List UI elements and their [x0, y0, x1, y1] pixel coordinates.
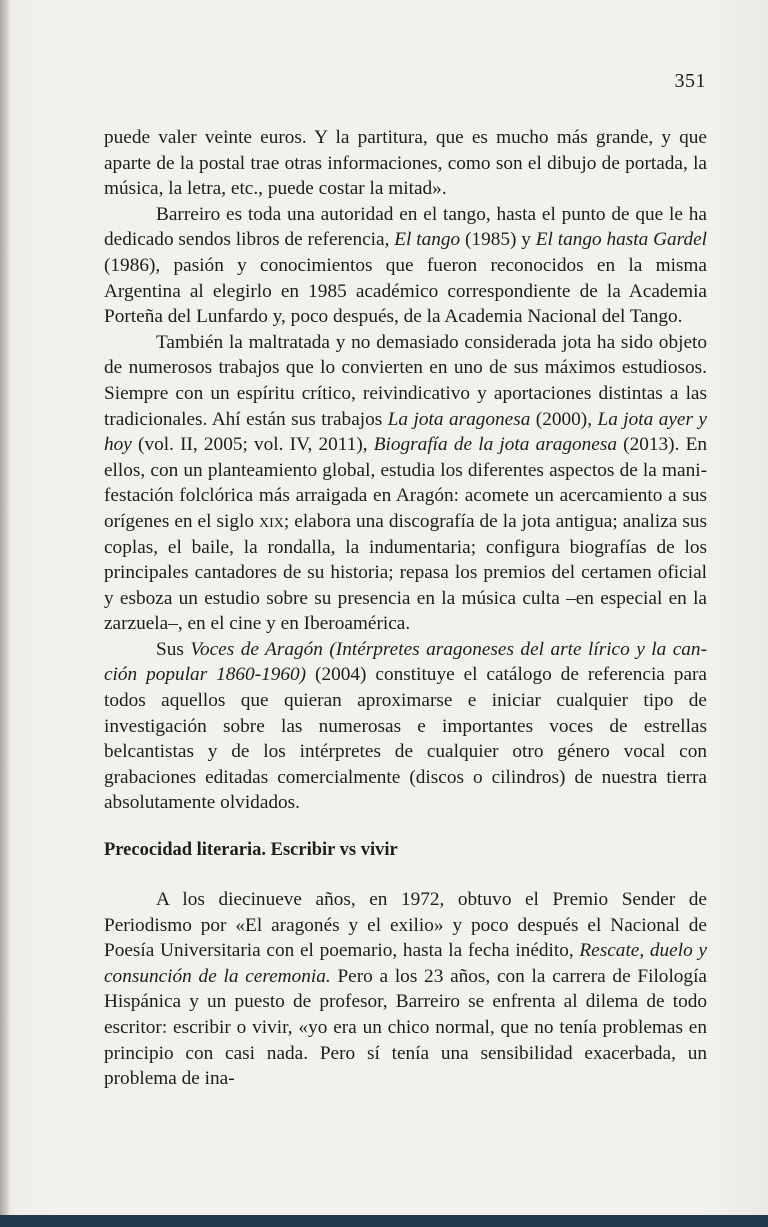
- page-number: 351: [674, 70, 706, 92]
- text-run: ; elabora una discografía de la jota antigua; analiza sus coplas, el baile, la rondalla, la indumentaria; configura biografías de los principales cantadores de su historia; repasa los premios del certamen oficial y esboza un estudio sobre su presencia en la música culta –en especial en la zarzuela–, en el cine y en Iberoamérica.: [104, 510, 707, 635]
- book-title: Biografía de la jota aragonesa: [373, 434, 617, 456]
- paragraph-2: [104, 202, 707, 330]
- text-run: Sus: [156, 638, 191, 660]
- text-run: Barreiro es toda una autoridad en el tango, hasta el punto de que le ha dedicado sendos libros de referencia,: [104, 203, 707, 251]
- binding-shadow: [0, 0, 10, 1227]
- paragraph-3: [104, 330, 707, 637]
- century-numeral: xix: [259, 510, 284, 532]
- paragraph-1: puede valer veinte euros. Y la partitura, que es mucho más grande, y que aparte de la postal trae otras informaciones, como son el dibujo de portada, la música, la letra, etc., puede costar la mitad».: [104, 127, 707, 200]
- text-run: (1985) y: [460, 229, 536, 251]
- paragraph-4: [104, 637, 707, 816]
- book-title: El tango: [394, 229, 461, 251]
- book-title: El tango hasta Gardel: [535, 229, 707, 251]
- section-heading: Precocidad literaria. Escribir vs vivir: [104, 840, 398, 861]
- book-title: Voces de Aragón (Intérpretes aragoneses del arte lírico y la canción popular 1860-1960): [104, 638, 707, 686]
- text-run: (2013). En ellos, con un planteamiento global, estudia los diferentes aspectos de la manifestación folclórica más arraigada en Aragón: acomete un acercamiento a sus orígenes en el siglo: [104, 434, 707, 532]
- text-run: También la maltratada y no demasiado considerada jota ha sido objeto de numerosos trabajos que lo convierten en uno de sus máximos estudiosos. Siempre con un espíritu crítico, reivindicativo y aportaciones distintas a las tradicionales. Ahí están sus trabajos: [104, 331, 707, 430]
- text-run: (vol. II, 2005; vol. IV, 2011),: [131, 434, 374, 456]
- book-title: La jota ayer y hoy: [104, 408, 707, 456]
- text-run: Pero a los 23 años, con la carrera de Filología Hispánica y un puesto de profesor, Barreiro se enfrenta al dilema de todo escritor: escribir o vivir, «yo era un chico normal, que no tenía problemas en principio con casi nada. Pero sí tenía una sensibilidad exacerbada, un problema de ina-: [104, 965, 707, 1090]
- paragraph-5: [104, 887, 707, 1092]
- text-run: (2000),: [530, 408, 598, 430]
- book-title: La jota aragonesa: [387, 408, 531, 430]
- text-run: (1986), pasión y conocimientos que fueron reconocidos en la misma Argentina al elegirlo en 1985 académico correspondiente de la Academia Porteña del Lunfardo y, poco después, de la Academia Nacional del Tango.: [104, 254, 707, 328]
- text-run: (2004) constituye el catálogo de referencia para todos aquellos que quieran aproximarse e iniciar cualquier tipo de investigación sobre las numerosas e importantes voces de estrellas belcantistas y de los intérpretes de cualquier otro género vocal con grabaciones editadas comercialmente (discos o cilindros) de nuestra tierra absolutamente olvidados.: [104, 664, 707, 814]
- text-run: A los diecinueve años, en 1972, obtuvo el Premio Sender de Periodismo por «El aragonés y el exilio» y poco después el Nacional de Poesía Universitaria con el poemario, hasta la fecha inédito,: [104, 889, 707, 962]
- body-text: [104, 125, 707, 1092]
- scan-edge: [0, 1215, 768, 1227]
- book-title: Rescate, duelo y consunción de la ceremonia.: [104, 940, 707, 987]
